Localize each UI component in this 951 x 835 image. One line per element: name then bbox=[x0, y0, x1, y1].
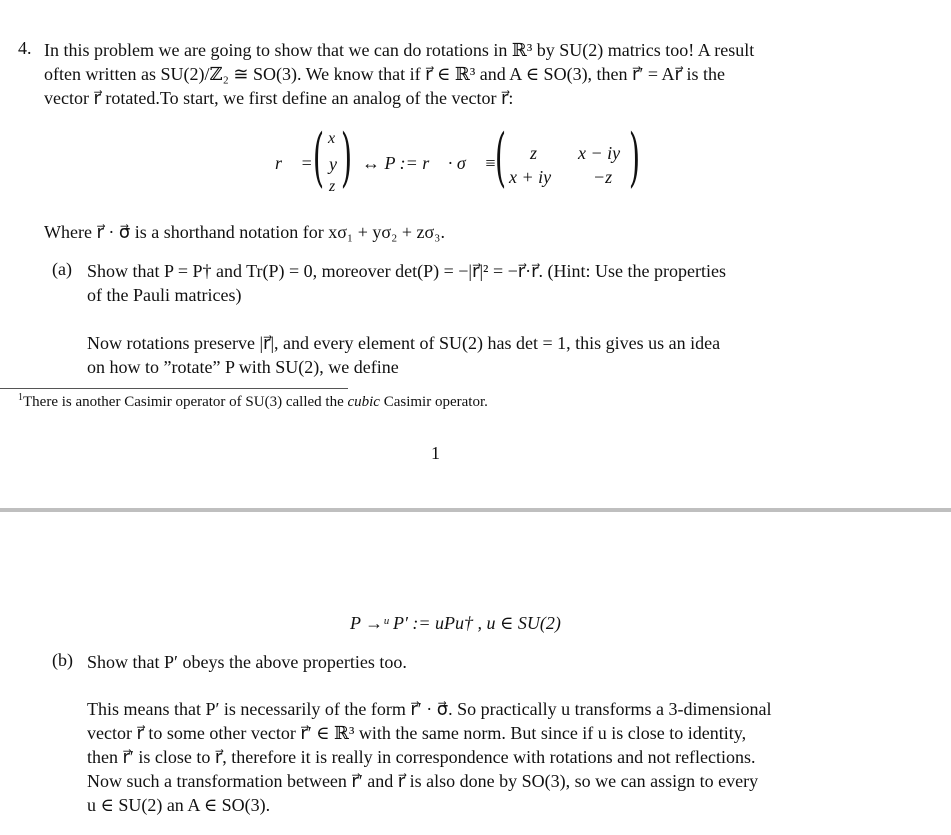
document-page-2 bbox=[0, 512, 951, 835]
part-b-line: Show that P′ obeys the above properties too. bbox=[87, 652, 407, 672]
matrix-entry: x + iy bbox=[509, 167, 552, 187]
vector-entry: y bbox=[329, 154, 337, 174]
part-a-line-2: of the Pauli matrices) bbox=[87, 285, 242, 305]
footnote-mark: 1 bbox=[18, 392, 23, 403]
intro-line-3: vector r⃗ rotated.To start, we first define an analog of the vector r⃗: bbox=[44, 88, 514, 108]
equation-lhs: r⃗ = bbox=[275, 153, 313, 173]
part-a-line-1: Show that P = P† and Tr(P) = 0, moreover det(P) = −|r⃗|² = −r⃗·r⃗. (Hint: Use the properties bbox=[87, 261, 726, 281]
vector-entry: x bbox=[328, 130, 336, 147]
paragraph-line-1: This means that P′ is necessarily of the form r⃗′ · σ⃗. So practically u transforms a 3-dimensional bbox=[87, 699, 772, 719]
display-equation-conjugation: P →ᵘ P′ := uPu† , u ∈ SU(2) bbox=[350, 613, 561, 633]
right-paren-vector: ) bbox=[340, 121, 353, 195]
page-number: 1 bbox=[431, 443, 440, 463]
paragraph-line-3: then r⃗′ is close to r⃗, therefore it is really in correspondence with rotations and not reflections. bbox=[87, 747, 756, 767]
footnote-rule bbox=[0, 388, 348, 389]
left-paren-vector: ( bbox=[312, 121, 325, 195]
part-a-label: (a) bbox=[52, 259, 72, 279]
matrix-entry: −z bbox=[593, 167, 613, 187]
problem-number: 4. bbox=[18, 38, 32, 58]
part-b-label: (b) bbox=[52, 650, 73, 670]
equation-map: ↔ P := r⃗ · σ⃗ ≡ bbox=[362, 153, 497, 173]
matrix-entry: z bbox=[530, 143, 538, 163]
intro-line-1: In this problem we are going to show that we can do rotations in ℝ³ by SU(2) matrics too! A result bbox=[44, 40, 755, 60]
paragraph-line-4: Now such a transformation between r⃗′ and r⃗ is also done by SO(3), so we can assign to every bbox=[87, 771, 759, 791]
part-a-followup-line-1: Now rotations preserve |r⃗|, and every element of SU(2) has det = 1, this gives us an idea bbox=[87, 333, 721, 353]
footnote-text-before: There is another Casimir operator of SU(3) called the bbox=[23, 394, 348, 410]
footnote-text-after: Casimir operator. bbox=[379, 394, 488, 410]
paragraph-line-2: vector r⃗ to some other vector r⃗′ ∈ ℝ³ with the same norm. But since if u is close to identity, bbox=[87, 723, 747, 743]
footnote-emphasis: cubic bbox=[347, 394, 380, 410]
matrix-entry: x − iy bbox=[578, 143, 621, 163]
footnote bbox=[18, 394, 488, 411]
right-paren-matrix: ) bbox=[628, 121, 641, 195]
paragraph-line-5: u ∈ SU(2) an A ∈ SO(3). bbox=[87, 795, 271, 815]
intro-line-2: often written as SU(2)/ℤ₂ ≅ SO(3). We know that if r⃗ ∈ ℝ³ and A ∈ SO(3), then r⃗′ = Ar⃗ is the bbox=[44, 64, 725, 84]
left-paren-matrix: ( bbox=[494, 121, 507, 195]
where-line: Where r⃗ · σ⃗ is a shorthand notation for xσ₁ + yσ₂ + zσ₃. bbox=[44, 222, 445, 242]
vector-entry: z bbox=[329, 178, 336, 195]
part-a-followup-line-2: on how to ”rotate” P with SU(2), we define bbox=[87, 357, 399, 377]
